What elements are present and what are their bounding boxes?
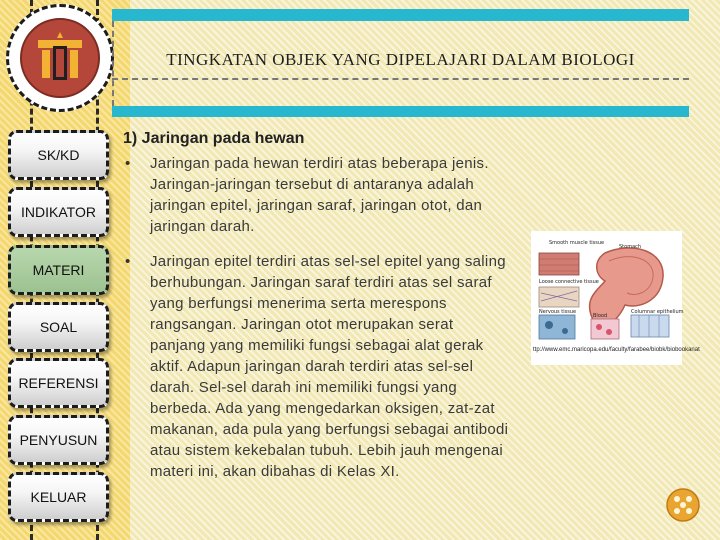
nav-item-materi[interactable]: [8, 245, 109, 295]
bullet-mark: •: [125, 253, 131, 270]
nav-item-label: INDIKATOR: [21, 204, 96, 220]
title-divider: [112, 78, 689, 80]
nav-item-label: REFERENSI: [18, 375, 99, 391]
nav-item-indikator[interactable]: [8, 187, 109, 237]
nav-item-penyusun[interactable]: [8, 415, 109, 465]
nav-item-label: SK/KD: [37, 147, 80, 163]
nav-item-soal[interactable]: [8, 302, 109, 352]
label-smooth-muscle: Smooth muscle tissue: [549, 240, 605, 246]
main-content: [123, 130, 513, 496]
label-connective: Loose connective tissue: [539, 279, 599, 285]
nav-item-referensi[interactable]: [8, 358, 109, 408]
bullet-item: [123, 153, 513, 237]
nav-item-keluar[interactable]: [8, 472, 109, 522]
bullet-text: Jaringan pada hewan terdiri atas beberapa jenis. Jaringan-jaringan tersebut di antaranya adalah jaringan epitel, jaringan saraf, jaringan otot, dan jaringan darah.: [150, 155, 489, 235]
nav-item-label: PENYUSUN: [19, 432, 98, 448]
label-columnar: Columnar epithelium: [631, 309, 684, 315]
label-stomach: Stomach: [619, 244, 642, 250]
institution-logo-icon: [6, 4, 114, 112]
animal-tissue-diagram: [535, 235, 684, 347]
nav-item-label: KELUAR: [30, 489, 87, 505]
header-accent-bar-lower: [112, 106, 689, 117]
bullet-mark: •: [125, 155, 131, 172]
header-accent-bar: [112, 9, 689, 21]
bullet-text: Jaringan epitel terdiri atas sel-sel epitel yang saling berhubungan. Jaringan saraf terdiri atas sel saraf yang berfungsi menerima serta merespons rangsangan. Jaringan otot merupakan serat panjang yang memiliki fungsi sebagai alat gerak aktif. Adapun jaringan darah terdiri atas sel-sel darah. Sel-sel darah ini memiliki fungsi yang berbeda. Ada yang mengedarkan oksigen, zat-zat makanan, ada pula yang berfungsi sebagai antibodi atau sistem kekebalan tubuh. Lebih jauh mengenai materi ini, akan dibahas di Kelas XI.: [150, 253, 509, 480]
page-title: TINGKATAN OBJEK YANG DIPELAJARI DALAM BIOLOGI: [166, 50, 635, 69]
label-nervous: Nervous tissue: [539, 309, 577, 315]
figure-source-url: ttp://www.emc.maricopa.edu/faculty/farabee/biobk/biobookanat: [533, 347, 700, 353]
label-blood: Blood: [593, 313, 608, 319]
section-heading: 1) Jaringan pada hewan: [123, 130, 305, 147]
logo-emblem: [20, 18, 100, 98]
bullet-item: [123, 251, 513, 482]
nav-item-label: MATERI: [32, 262, 85, 278]
logo-symbol-icon: [32, 30, 88, 86]
nav-item-label: SOAL: [39, 319, 78, 335]
tissue-figure: [531, 231, 700, 365]
nav-item-sk-kd[interactable]: [8, 130, 109, 180]
corner-ornament-icon: [665, 487, 701, 523]
